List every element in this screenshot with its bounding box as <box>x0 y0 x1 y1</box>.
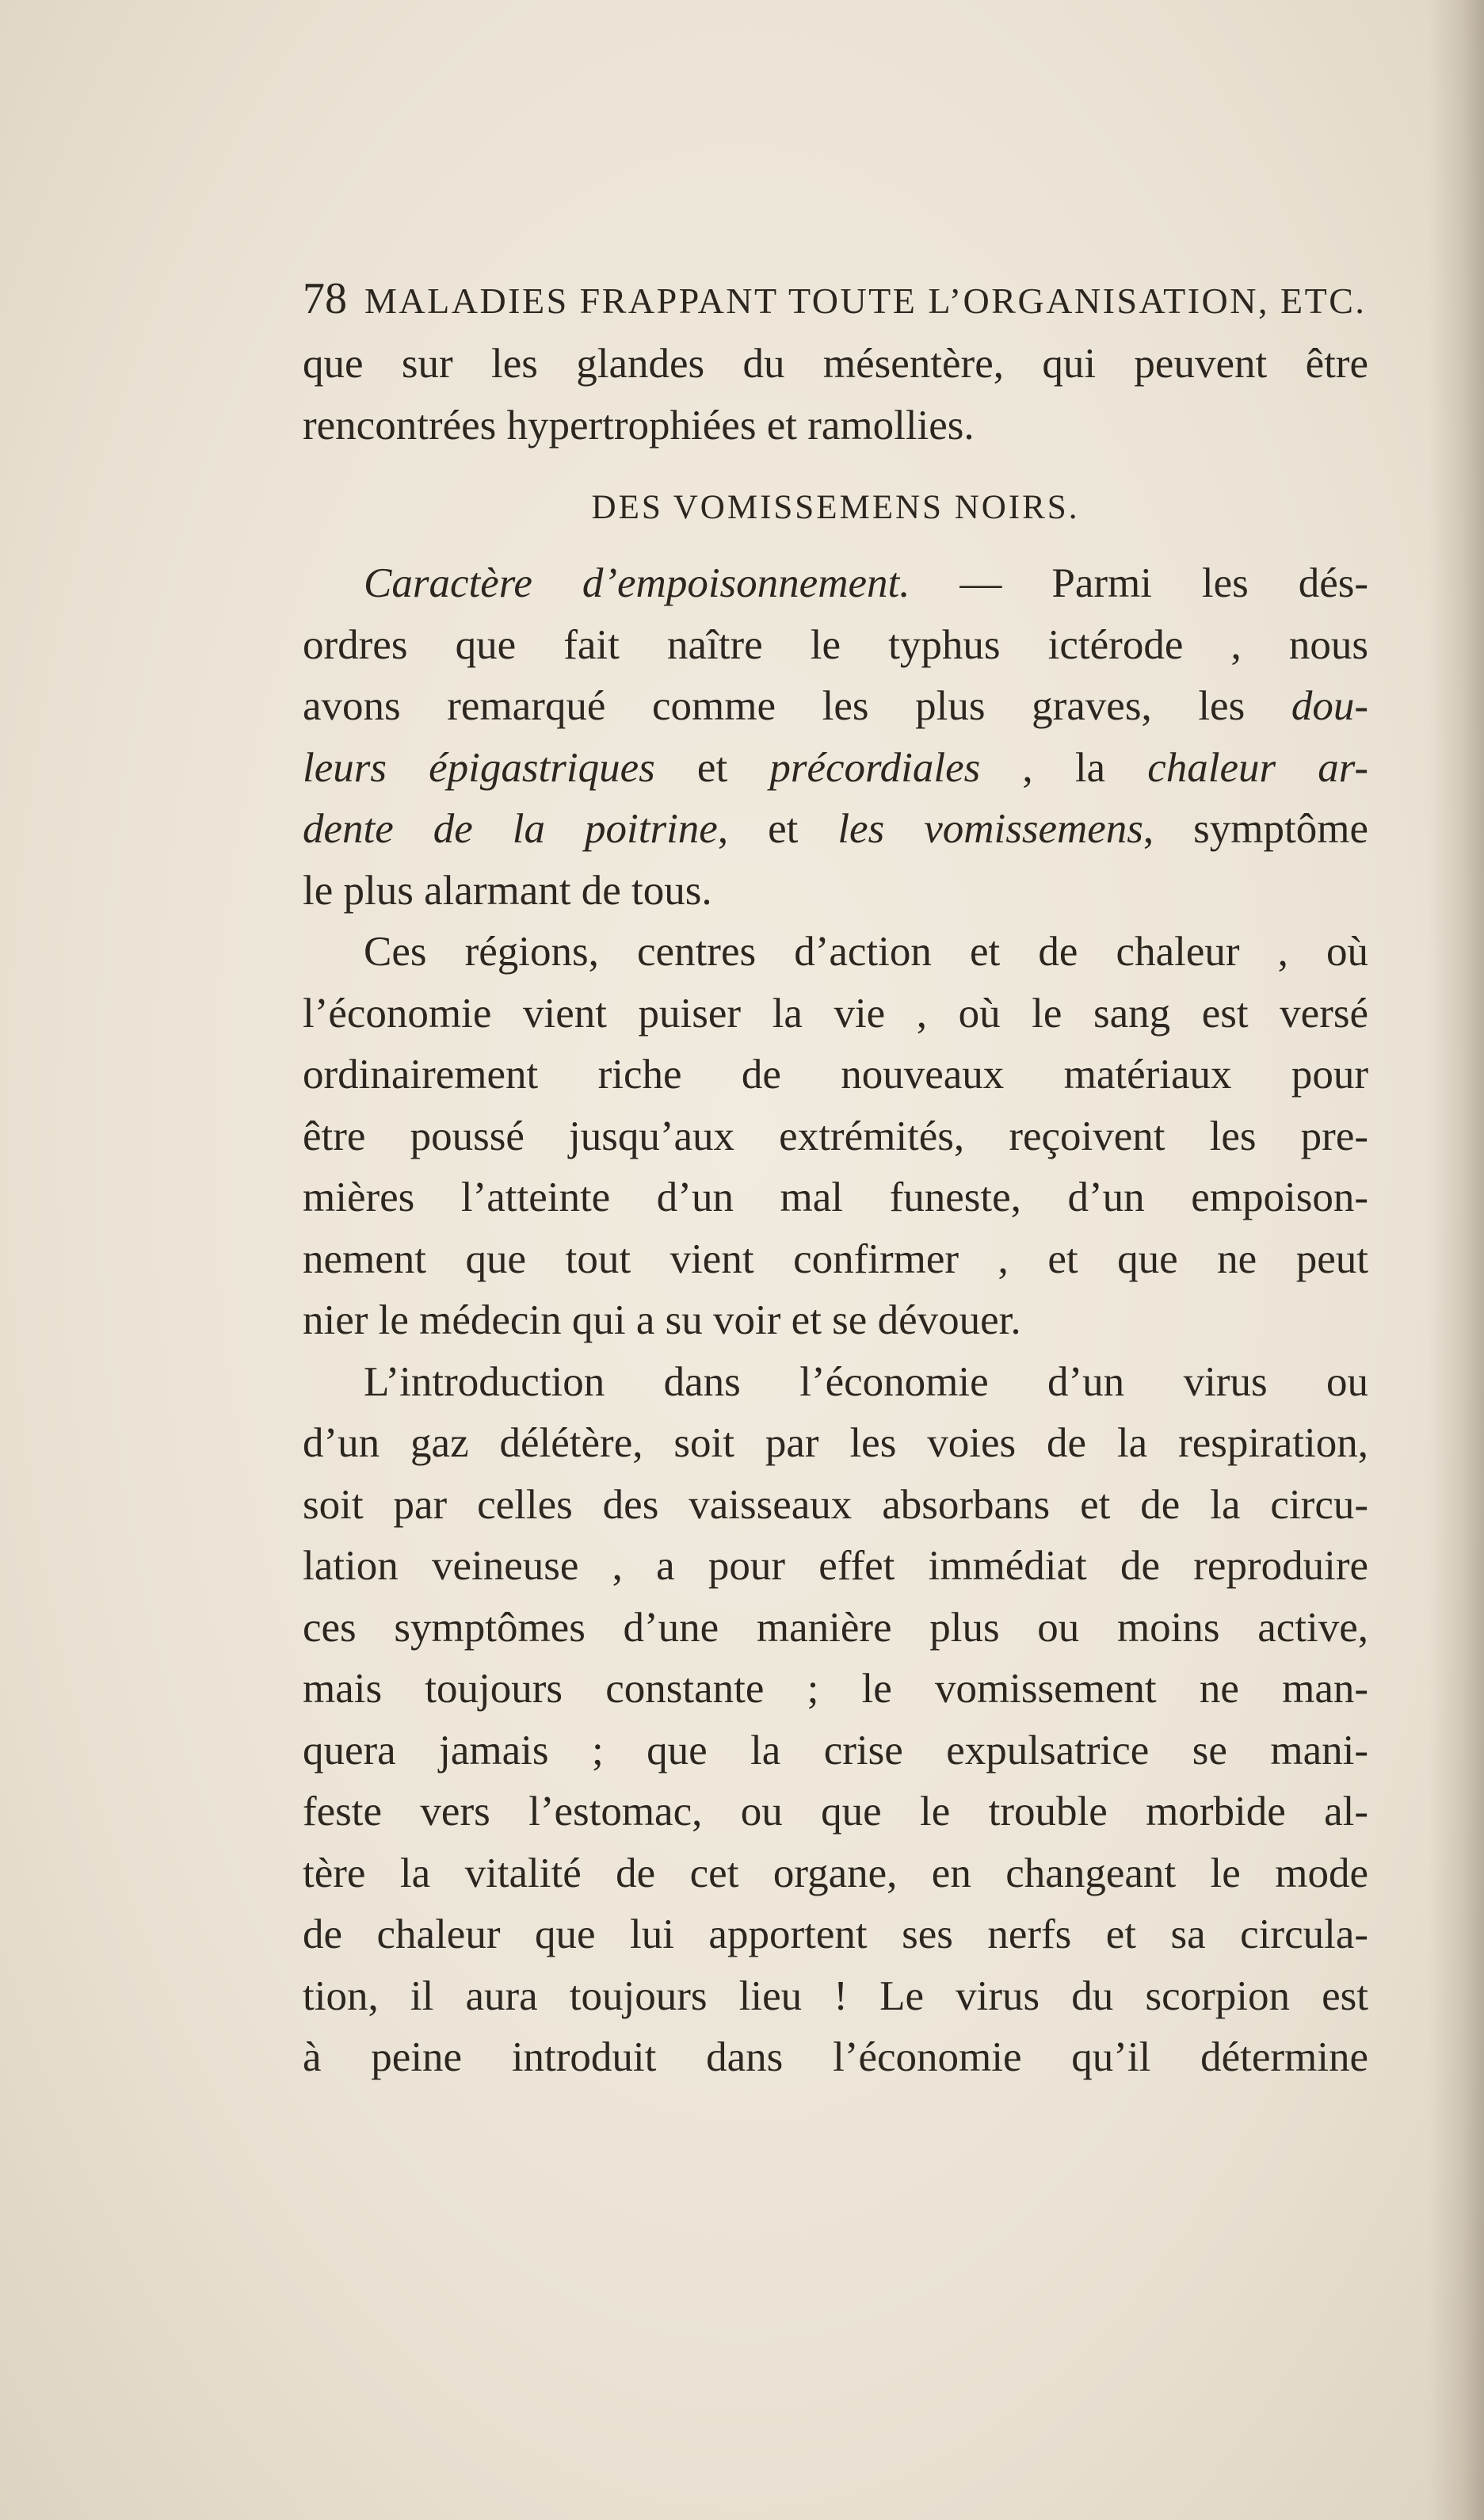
text-span: , symptôme <box>1143 806 1368 852</box>
running-title: MALADIES FRAPPANT TOUTE L’ORGANISATION, ETC. <box>364 281 1367 321</box>
text-line: que sur les glandes du mésentère, qui peuvent être <box>303 341 1368 387</box>
text-line: ordres que fait naître le typhus ictérode , nous <box>303 621 1368 668</box>
text-line: lation veineuse , a pour effet immédiat de reproduire <box>303 1543 1368 1589</box>
text-span: avons remarqué comme les plus graves, les <box>303 683 1291 729</box>
text-line: nier le médecin qui a su voir et se dévouer. <box>303 1297 1021 1343</box>
page-text-block <box>303 273 1368 2089</box>
page-number: 78 <box>303 274 347 323</box>
text-line: nement que tout vient confirmer , et que ne peut <box>303 1235 1368 1282</box>
text-line <box>303 676 1368 738</box>
text-span: , la <box>980 744 1148 791</box>
page-edge-shadow <box>1429 0 1484 2520</box>
text-line: tion, il aura toujours lieu ! Le virus du scorpion est <box>303 1972 1368 2019</box>
text-line <box>303 738 1368 800</box>
text-line: quera jamais ; que la crise expulsatrice se mani- <box>303 1727 1368 1774</box>
text-line: L’introduction dans l’économie d’un virus ou <box>364 1358 1368 1405</box>
text-span: et <box>654 744 770 791</box>
text-line: à peine introduit dans l’économie qu’il détermine <box>303 2034 1368 2080</box>
text-line: mières l’atteinte d’un mal funeste, d’un empoison- <box>303 1174 1368 1220</box>
italic-term: chaleur ar- <box>1147 744 1369 791</box>
text-line: de chaleur que lui apportent ses nerfs et sa circula- <box>303 1911 1368 1957</box>
italic-term: précordiales <box>769 744 981 791</box>
text-line: Ces régions, centres d’action et de chaleur , où <box>364 929 1368 975</box>
italic-term: leurs épigastriques <box>303 744 655 791</box>
text-line: être poussé jusqu’aux extrémités, reçoivent les pre- <box>303 1113 1368 1159</box>
text-line: d’un gaz délétère, soit par les voies de la respiration, <box>303 1420 1368 1466</box>
text-line: mais toujours constante ; le vomissement ne man- <box>303 1666 1368 1712</box>
italic-term: dente de la poitrine <box>303 806 718 852</box>
text-line <box>303 799 1368 861</box>
text-line: feste vers l’estomac, ou que le trouble morbide al- <box>303 1789 1368 1835</box>
italic-term: les vomissemens <box>837 806 1143 852</box>
text-line: ces symptômes d’une manière plus ou moins active, <box>303 1604 1368 1651</box>
paragraph-regions <box>303 922 1368 1352</box>
paragraph-introduction <box>303 1352 1368 2089</box>
italic-term: dou- <box>1291 683 1368 729</box>
text-line: ordinairement riche de nouveaux matériaux pour <box>303 1052 1368 1098</box>
text-line: tère la vitalité de cet organe, en changeant le mode <box>303 1850 1368 1896</box>
text-span: , et <box>717 806 838 852</box>
section-title: DES VOMISSEMENS NOIRS. <box>591 489 1080 526</box>
italic-heading: Caractère d’empoisonnement. <box>364 560 910 606</box>
text-line <box>303 553 1368 615</box>
paragraph-empoisonnement <box>303 553 1368 922</box>
text-line: le plus alarmant de tous. <box>303 867 712 914</box>
text-span: — Parmi les dés- <box>910 560 1368 606</box>
text-line: soit par celles des vaisseaux absorbans et de la circu- <box>303 1481 1368 1528</box>
text-line: rencontrées hypertrophiées et ramollies. <box>303 402 975 449</box>
paragraph-continued <box>303 334 1368 456</box>
running-head <box>303 273 1368 334</box>
text-line: l’économie vient puiser la vie , où le sang est versé <box>303 990 1368 1037</box>
